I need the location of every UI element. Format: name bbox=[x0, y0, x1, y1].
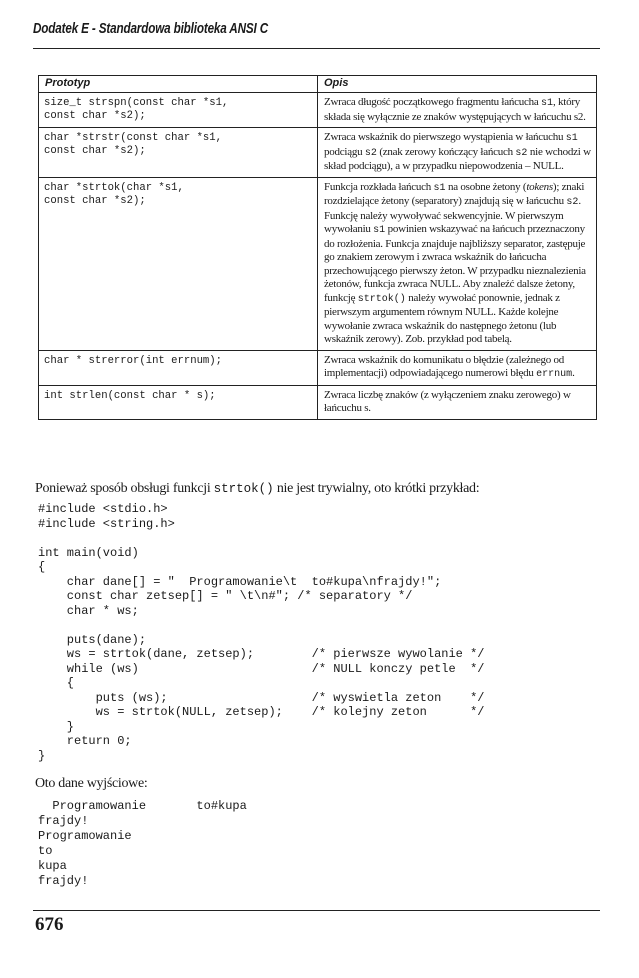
description-segment: (znak zerowy kończący łańcuch bbox=[376, 145, 516, 158]
table-row-strtok bbox=[39, 177, 597, 350]
footer-rule bbox=[33, 910, 600, 911]
description-segment: Zwraca liczbę znaków (z wyłączeniem znaku zerowego) w łańcuchu s. bbox=[324, 388, 571, 414]
page-number: 676 bbox=[35, 914, 64, 935]
description-segment: ); znaki rozdzielające żetony (separatory) znajdują się w łańcuchu bbox=[324, 180, 585, 207]
function-table bbox=[38, 75, 597, 420]
description-segment: Funkcja rozkłada łańcuch bbox=[324, 180, 434, 193]
prototype-cell: char *strstr(const char *s1, const char *s2); bbox=[39, 128, 318, 178]
header-description: Opis bbox=[318, 76, 597, 93]
table-row-strstr bbox=[39, 128, 597, 178]
description-segment: s2 bbox=[566, 197, 579, 208]
description-segment: s1 bbox=[541, 98, 554, 109]
table-header-row bbox=[39, 76, 597, 93]
prototype-cell: size_t strspn(const char *s1, const char *s2); bbox=[39, 93, 318, 128]
header-prototype: Prototyp bbox=[39, 76, 318, 93]
description-segment: s1 bbox=[433, 182, 446, 194]
description-segment: strtok() bbox=[357, 293, 406, 305]
running-header: Dodatek E - Standardowa biblioteka ANSI C bbox=[33, 20, 269, 37]
description-segment: Zwraca długość początkowego fragmentu łańcucha bbox=[324, 96, 542, 108]
description-segment: s2 bbox=[515, 147, 528, 159]
code-listing: #include <stdio.h> #include <string.h> int main(void) { char dane[] = " Programowanie\t to#kupa\nfrajdy!"; const char zetsep[] = " \t\n#"; /* separatory */ char * ws; puts(dane); ws = strtok(dane, zetsep); /* pierwsze wywolanie */ while (ws) /* NULL konczy petle */ { puts (ws); /* wyswietla zeton */ ws = strtok(NULL, zetsep); /* kolejny zeton */ } return 0; } bbox=[38, 502, 485, 763]
description-segment: s1 bbox=[565, 133, 578, 144]
description-segment: , który składa się wyłącznie ze znaków występujących w łańcuchu s2. bbox=[324, 96, 586, 123]
description-segment: . Funkcję należy wywoływać sekwencyjnie. W pierwszym wywołaniu bbox=[324, 195, 581, 235]
header-rule bbox=[33, 48, 600, 49]
description-segment: s2 bbox=[364, 147, 377, 159]
description-segment: Zwraca wskaźnik do pierwszego wystąpienia w łańcuchu bbox=[324, 131, 566, 143]
description-segment: . bbox=[572, 367, 575, 379]
description-cell bbox=[318, 177, 597, 350]
description-segment: errnum bbox=[536, 369, 573, 380]
prototype-cell: int strlen(const char * s); bbox=[39, 385, 318, 419]
prototype-cell: char * strerror(int errnum); bbox=[39, 350, 318, 385]
intro-text-after: nie jest trywialny, oto krótki przykład: bbox=[273, 481, 480, 496]
description-segment: podciągu bbox=[324, 145, 365, 158]
description-segment: nie wchodzi w skład podciągu), a w przypadku niepowodzenia – NULL. bbox=[324, 145, 591, 172]
description-cell bbox=[318, 385, 597, 419]
description-segment: należy wywołać ponownie, jednak z pierwszym argumentem równym NULL. Każde kolejne wywołanie zwraca wskaźnik do następnego żetonu (lub wskaźnik zerowy). Zob. przykład pod tabelą. bbox=[324, 291, 560, 345]
description-segment: tokens bbox=[526, 180, 553, 193]
description-segment: powinien wskazywać na łańcuch przeznaczony do rozłożenia. Funkcja znajduje najbliższy separator, zastępuje go znakiem zerowym i zwraca wskaźnik do łańcucha przechowującego pierwszy żeton. W przypadku nieznalezienia żetonów, funkcja zwraca NULL. Aby znaleźć dalsze żetony, funkcję bbox=[324, 223, 586, 304]
table-row-strspn bbox=[39, 93, 597, 128]
example-intro bbox=[35, 481, 479, 497]
description-cell bbox=[318, 128, 597, 178]
description-cell bbox=[318, 350, 597, 385]
description-cell bbox=[318, 93, 597, 128]
intro-function-name: strtok() bbox=[213, 482, 274, 496]
description-segment: s1 bbox=[373, 225, 386, 236]
program-output: Programowanie to#kupa frajdy! Programowanie to kupa frajdy! bbox=[38, 799, 247, 888]
intro-text-before: Ponieważ sposób obsługi funkcji bbox=[35, 481, 214, 496]
output-heading: Oto dane wyjściowe: bbox=[35, 776, 148, 791]
table-row-strlen bbox=[39, 385, 597, 419]
table-row-strerror bbox=[39, 350, 597, 385]
description-segment: na osobne żetony ( bbox=[445, 180, 527, 193]
prototype-cell: char *strtok(char *s1, const char *s2); bbox=[39, 177, 318, 350]
description-segment: Zwraca wskaźnik do komunikatu o błędzie (zależnego od implementacji) odpowiadającego numerowi błędu bbox=[324, 353, 564, 379]
